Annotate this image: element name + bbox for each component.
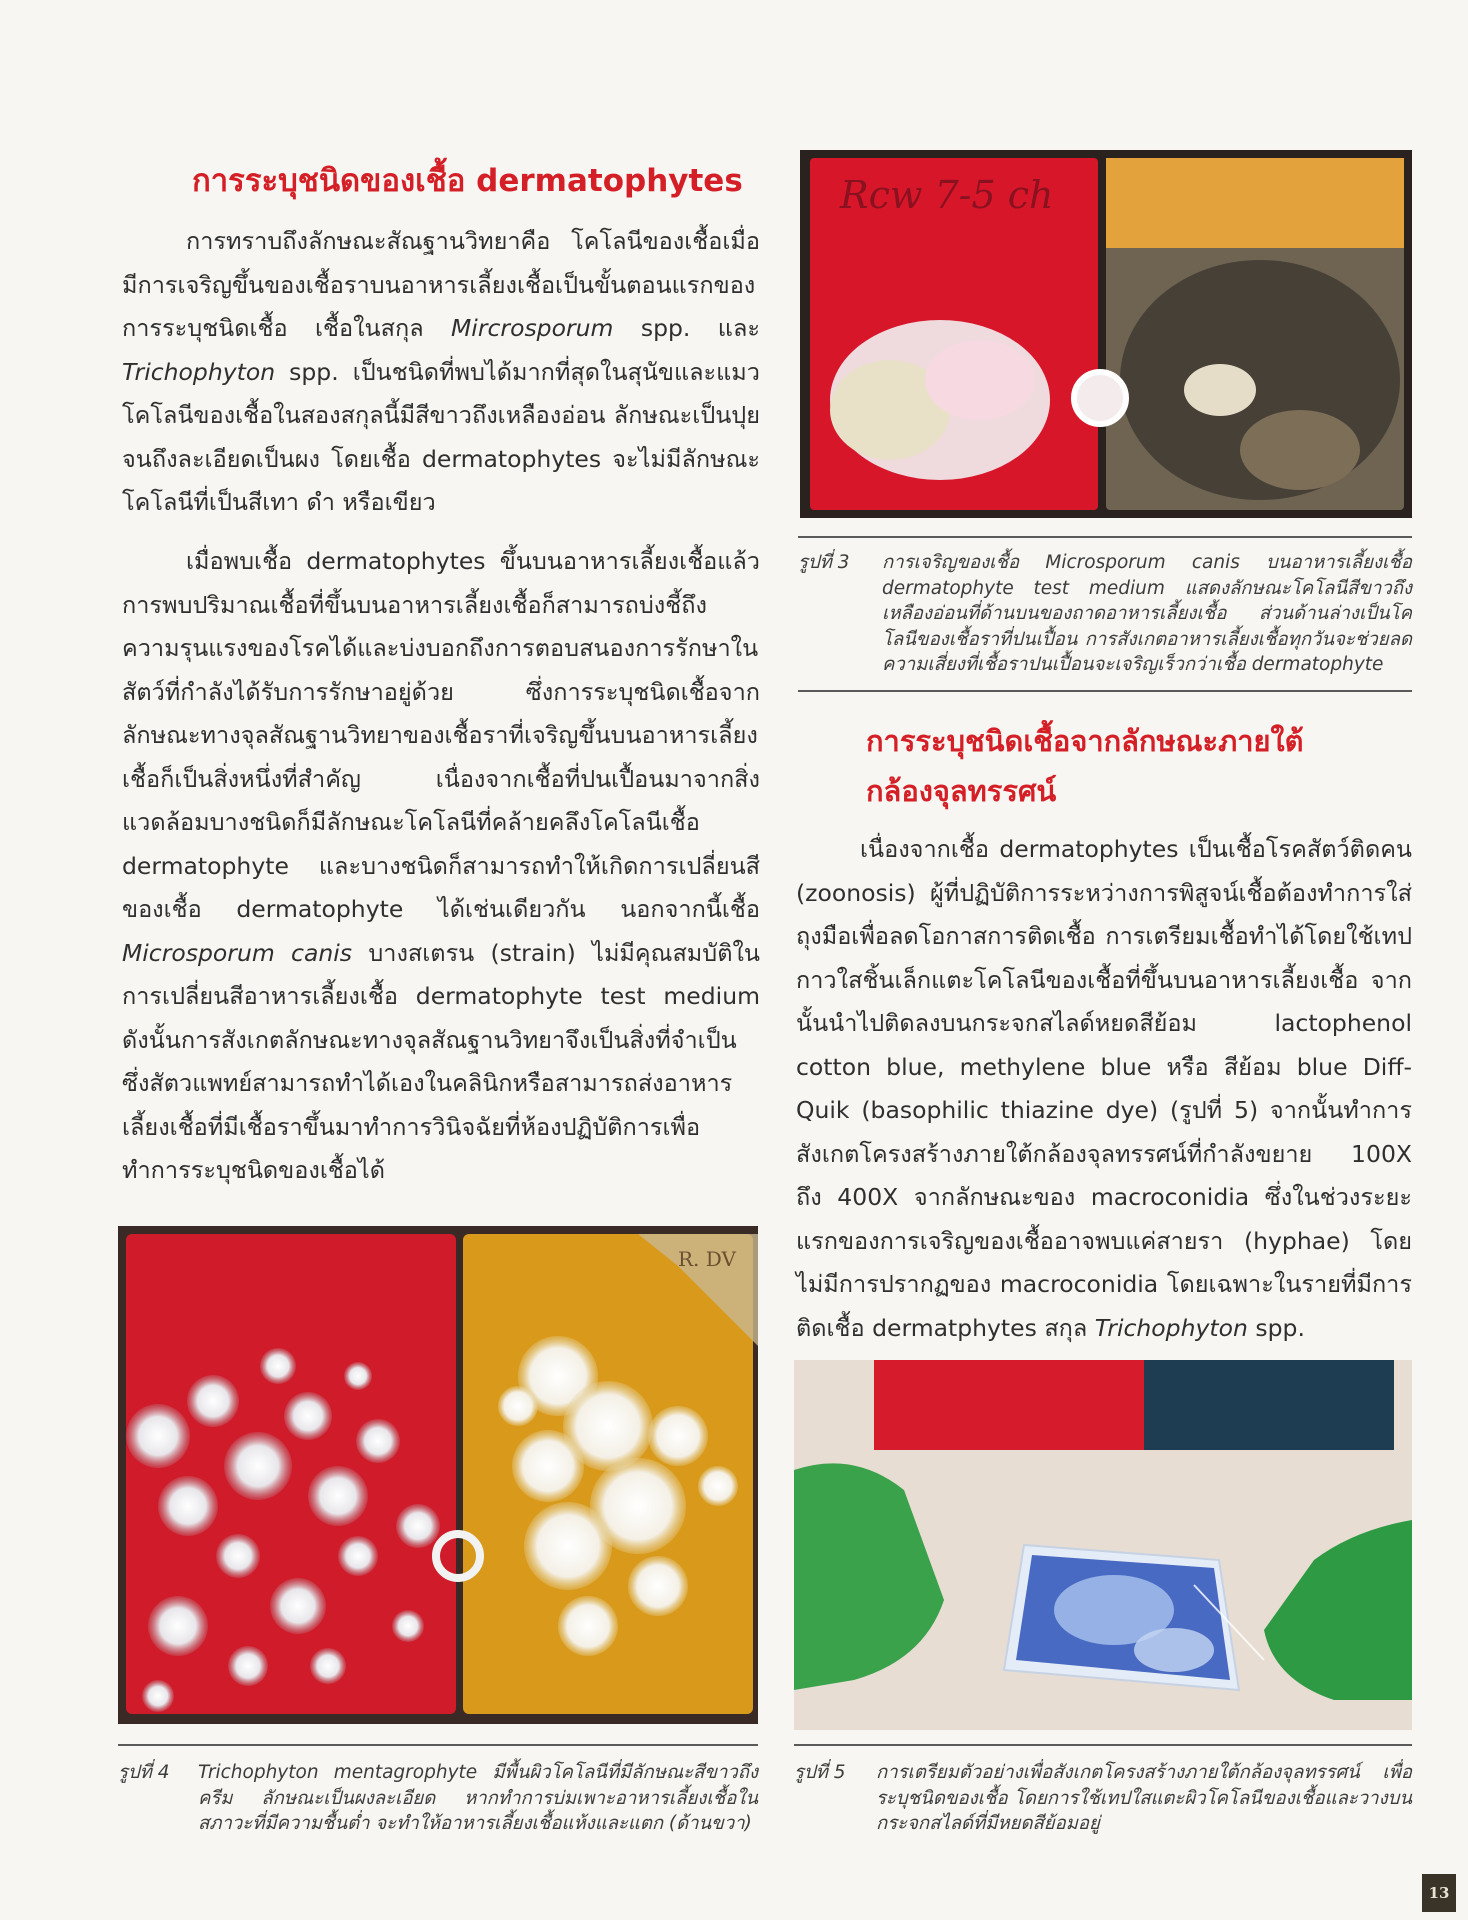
page-number: 13	[1422, 1874, 1456, 1912]
figure-4-rule	[118, 1744, 758, 1746]
figure-4-caption	[118, 1760, 758, 1870]
figure-3-text: การเจริญของเชื้อ Microsporum canis บนอาหารเลี้ยงเชื้อ dermatophyte test medium แสดงลักษณะโคโลนีสีขาวถึงเหลืองอ่อนที่ด้านบนของถาดอาหารเลี้ยงเชื้อ ส่วนด้านล่างเป็นโคโลนีของเชื้อราที่ปนเปื้อน การสังเกตอาหารเลี้ยงเชื้อทุกวันจะช่วยลดความเสี่ยงที่เชื้อราปนเปื้อนจะเจริญเร็วกว่าเชื้อ dermatophyte	[882, 552, 1412, 675]
italic-term: Trichophyton	[1094, 1313, 1248, 1342]
paragraph-morphology	[122, 220, 760, 525]
italic-term: Trichophyton	[122, 357, 276, 386]
italic-term: Microsporum canis	[122, 938, 353, 967]
text-run: spp. และ	[613, 314, 760, 342]
figure-3-number: รูปที่ 3	[798, 552, 850, 573]
figure-4-text: Trichophyton mentagrophyte มีพื้นผิวโคโลนีที่มีลักษณะสีขาวถึงครีม ลักษณะเป็นผงละเอียด หากทำการบ่มเพาะอาหารเลี้ยงเชื้อในสภาวะที่มีความชื้นต่ำ จะทำให้อาหารเลี้ยงเชื้อแห้งและแตก (ด้านขวา)	[198, 1762, 758, 1834]
text-run: เมื่อพบเชื้อ dermatophytes ขึ้นบนอาหารเลี้ยงเชื้อแล้ว การพบปริมาณเชื้อที่ขึ้นบนอาหารเลี้ยงเชื้อก็สามารถบ่งชี้ถึงความรุนแรงของโรคได้และบ่งบอกถึงการตอบสนองการรักษาในสัตว์ที่กำลังได้รับการรักษาอยู่ด้วย ซึ่งการระบุชนิดเชื้อจากลักษณะทางจุลสัณฐานวิทยาของเชื้อราที่เจริญขึ้นบนอาหารเลี้ยงเชื้อก็เป็นสิ่งหนึ่งที่สำคัญ เนื่องจากเชื้อที่ปนเปื้อนมาจากสิ่งแวดล้อมบางชนิดก็มีลักษณะโคโลนีที่คล้ายคลึงโคโลนีเชื้อ dermatophyte และบางชนิดก็สามารถทำให้เกิดการเปลี่ยนสีของเชื้อ dermatophyte ได้เช่นเดียวกัน นอกจากนี้เชื้อ	[122, 547, 760, 923]
section-heading-microscopy: การระบุชนิดเชื้อจากลักษณะภายใต้กล้องจุลทรรศน์	[866, 724, 1304, 808]
figure-3-rule	[798, 536, 1412, 538]
text-run: การทราบถึงลักษณะสัณฐานวิทยาคือ โคโลนีของเชื้อเมื่อมีการเจริญขึ้นของเชื้อราบนอาหารเลี้ยงเชื้อเป็นขั้นตอนแรกของการระบุชนิดเชื้อ เชื้อในสกุล	[122, 227, 760, 342]
figure-5-caption	[794, 1760, 1412, 1870]
text-run: บางสเตรน (strain) ไม่มีคุณสมบัติในการเปลี่ยนสีอาหารเลี้ยงเชื้อ dermatophyte test medium ดังนั้นการสังเกตลักษณะทางจุลสัณฐานวิทยาจึงเป็นสิ่งที่จำเป็น ซึ่งสัตวแพทย์สามารถทำได้เองในคลินิกหรือสามารถส่งอาหารเลี้ยงเชื้อที่มีเชื้อราขึ้นมาทำการวินิจฉัยที่ห้องปฏิบัติการเพื่อทำการระบุชนิดของเชื้อได้	[122, 938, 760, 1184]
figure-5-text: การเตรียมตัวอย่างเพื่อสังเกตโครงสร้างภายใต้กล้องจุลทรรศน์ เพื่อระบุชนิดของเชื้อ โดยการใช้เทปใสแตะผิวโคโลนีของเชื้อและวางบนกระจกสไลด์ที่มีหยดสีย้อมอยู่	[876, 1762, 1412, 1834]
figure-4-photo	[118, 1226, 758, 1724]
text-run: spp. เป็นชนิดที่พบได้มากที่สุดในสุนัขและแมว โคโลนีของเชื้อในสองสกุลนี้มีสีขาวถึงเหลืองอ่อน ลักษณะเป็นปุยจนถึงละเอียดเป็นผง โดยเชื้อ dermatophytes จะไม่มีลักษณะโคโลนีที่เป็นสีเทา ดำ หรือเขียว	[122, 357, 760, 516]
section-heading-identification: การระบุชนิดของเชื้อ dermatophytes	[192, 163, 743, 199]
figure-5-rule	[794, 1744, 1412, 1746]
plate-label-text: R. DV	[678, 1247, 736, 1271]
figure-3-photo	[800, 150, 1412, 518]
plate-handwriting: Rcw 7-5 ch	[840, 173, 1054, 217]
figure-5-number: รูปที่ 5	[794, 1762, 846, 1783]
figure-3-caption	[798, 550, 1412, 690]
text-run: spp.	[1247, 1313, 1305, 1342]
paragraph-microscopy-prep	[796, 828, 1412, 1350]
figure-4-number: รูปที่ 4	[118, 1762, 170, 1783]
figure-3-bottom-rule	[798, 690, 1412, 692]
paragraph-culture-findings	[122, 540, 760, 1193]
text-run: เนื่องจากเชื้อ dermatophytes เป็นเชื้อโรคสัตว์ติดคน (zoonosis) ผู้ที่ปฏิบัติการระหว่างการพิสูจน์เชื้อต้องทำการใส่ถุงมือเพื่อลดโอกาสการติดเชื้อ การเตรียมเชื้อทำได้โดยใช้เทปกาวใสชิ้นเล็กแตะโคโลนีของเชื้อที่ขึ้นบนอาหารเลี้ยงเชื้อ จากนั้นนำไปติดลงบนกระจกสไลด์หยดสีย้อม lactophenol cotton blue, methylene blue หรือ สีย้อม blue Diff-Quik (basophilic thiazine dye) (รูปที่ 5) จากนั้นทำการสังเกตโครงสร้างภายใต้กล้องจุลทรรศน์ที่กำลังขยาย 100X ถึง 400X จากลักษณะของ macroconidia ซึ่งในช่วงระยะแรกของการเจริญของเชื้ออาจพบแค่สายรา (hyphae) โดยไม่มีการปรากฏของ macroconidia โดยเฉพาะในรายที่มีการติดเชื้อ dermatphytes สกุล	[796, 835, 1412, 1342]
italic-term: Mircrosporum	[451, 314, 614, 342]
figure-5-photo	[794, 1360, 1412, 1730]
